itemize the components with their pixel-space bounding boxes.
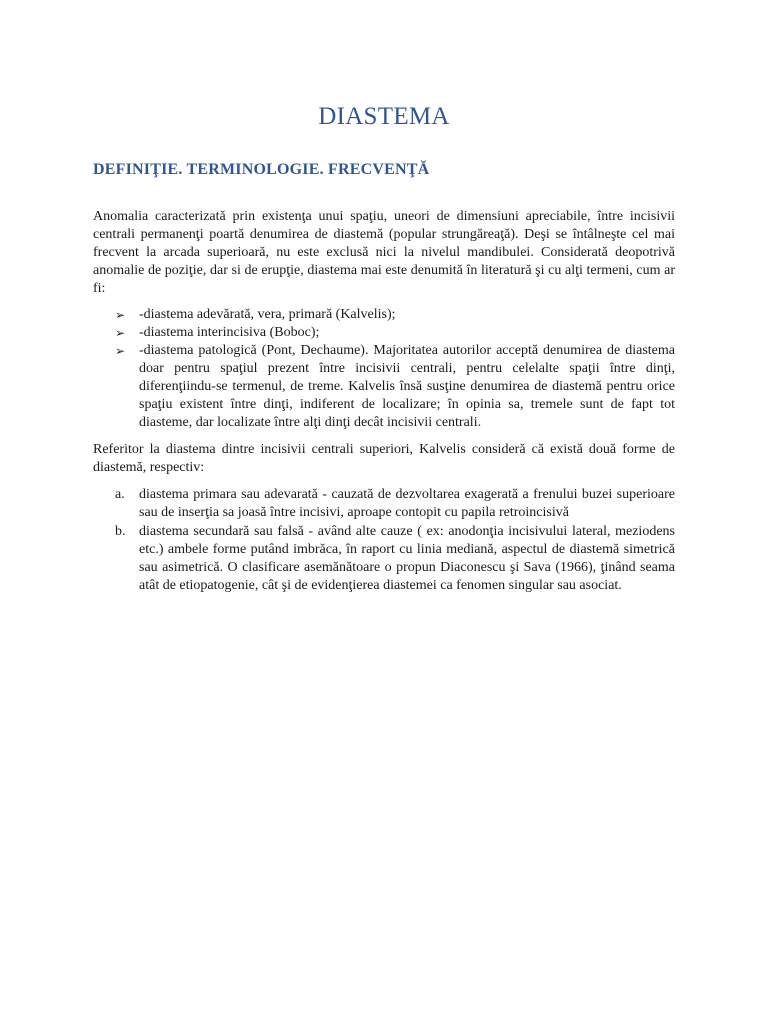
list-letter: b.	[115, 524, 126, 539]
arrow-bullet-icon: ➢	[115, 326, 126, 340]
list-item	[93, 486, 675, 522]
arrow-bullet-icon: ➢	[115, 344, 126, 358]
list-item-text: -diastema patologică (Pont, Dechaume). Majoritatea autorilor acceptă denumirea de diastema doar pentru spaţiul prezent între incisivii centrali, pentru celelalte spaţii între dinţi, diferenţiindu-se termenul, de treme. Kalvelis însă susţine denumirea de diastemă pentru orice spaţiu existent între dinţi, indiferent de localizare; în opinia sa, tremele sunt de fapt tot diasteme, dar localizate între alţi dinţi decât incisivii centrali.	[139, 343, 675, 430]
list-item	[93, 324, 675, 342]
list-item-text: diastema secundară sau falsă - având alte cauze ( ex: anodonţia incisivului lateral, meziodens etc.) ambele forme putând imbrăca, în raport cu linia mediană, aspectul de diastemă simetrică sau asimetrică. O clasificare asemănătoare o propun Diaconescu şi Sava (1966), ţinând seama atât de etiopatogenie, cât şi de evidenţierea diastemei ca fenomen singular sau asociat.	[139, 524, 675, 593]
arrow-bullet-icon: ➢	[115, 308, 126, 322]
terminology-list	[93, 306, 675, 432]
list-item-text: -diastema adevărată, vera, primară (Kalvelis);	[139, 307, 396, 322]
list-item	[93, 523, 675, 595]
list-item	[93, 342, 675, 432]
list-letter: a.	[115, 487, 125, 502]
list-item	[93, 306, 675, 324]
forms-list	[93, 486, 675, 595]
list-item-text: diastema primara sau adevarată - cauzată de dezvoltarea exagerată a frenului buzei superioare sau de inserţia sa joasă între incisivi, aproape contopit cu papila retroincisivă	[139, 487, 675, 520]
forms-paragraph: Referitor la diastema dintre incisivii centrali superiori, Kalvelis consideră că există două forme de diastemă, respectiv:	[93, 442, 675, 475]
intro-paragraph: Anomalia caracterizată prin existenţa unui spaţiu, uneori de dimensiuni apreciabile, între incisivii centrali permanenţi poartă denumirea de diastemă (popular strungăreaţă). Deşi se întâlneşte cel mai frecvent la arcada superioară, nu este exclusă nici la nivelul mandibulei. Considerată deopotrivă anomalie de poziţie, dar si de erupţie, diastema mai este denumită în literatură şi cu alţi termeni, cum ar fi:	[93, 209, 675, 296]
list-item-text: -diastema interincisiva (Boboc);	[139, 325, 320, 340]
document-body	[93, 208, 675, 596]
section-heading: DEFINIŢIE. TERMINOLOGIE. FRECVENŢĂ	[93, 161, 430, 178]
document-title: DIASTEMA	[318, 103, 450, 130]
